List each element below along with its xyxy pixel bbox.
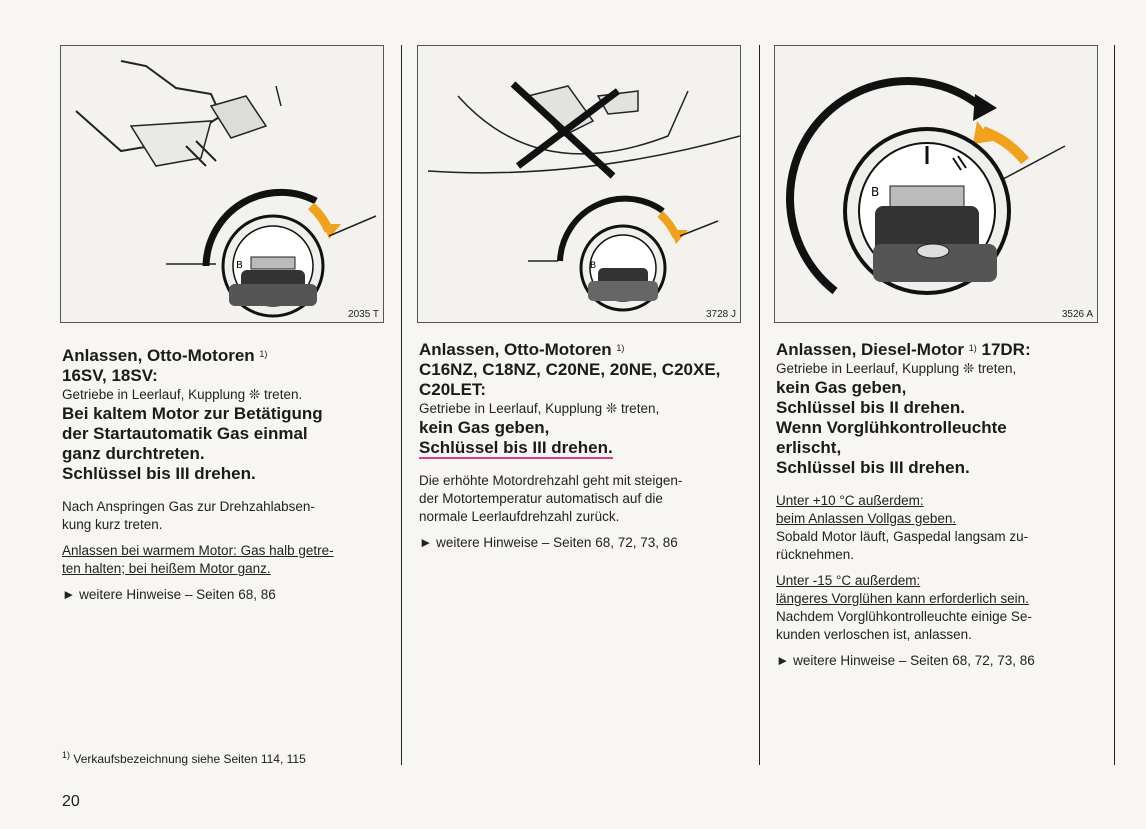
very-cold-note-heading: Unter -15 °C außerdem: (776, 573, 921, 588)
bold-instruction: ganz durchtreten. (62, 444, 205, 463)
crossed-pedal-illustration (418, 46, 740, 322)
figure-no-pedal-ignition (417, 45, 741, 323)
bold-instruction: Schlüssel bis II drehen. (776, 398, 965, 417)
footnote-mark: 1) (62, 750, 71, 760)
page-reference: ► weitere Hinweise – Seiten 68, 72, 73, 86 (776, 653, 1035, 668)
figure-code: 2035 T (348, 309, 379, 320)
paragraph-line: Nachdem Vorglühkontrolleuchte einige Se- (776, 609, 1032, 624)
instruction-line: Getriebe in Leerlauf, Kupplung ❊ treten, (776, 361, 1017, 376)
bold-instruction (419, 438, 749, 458)
column-divider (759, 45, 760, 765)
paragraph-line: kunden verloschen ist, anlassen. (776, 627, 972, 642)
instruction-line: Getriebe in Leerlauf, Kupplung ❊ treten. (62, 387, 303, 402)
svg-text:B: B (590, 261, 597, 271)
bold-instruction: Wenn Vorglühkontrolleuchte (776, 418, 1007, 437)
cold-note-step: beim Anlassen Vollgas geben. (776, 511, 957, 526)
paragraph-line: Sobald Motor läuft, Gaspedal langsam zu- (776, 529, 1029, 544)
bold-instruction: Bei kaltem Motor zur Betätigung (62, 404, 323, 423)
figure-diesel-ignition (774, 45, 1098, 323)
warm-engine-note: Anlassen bei warmem Motor: Gas halb getre- (62, 543, 334, 558)
footnote-marker: 1) (616, 343, 625, 353)
warm-engine-note: ten halten; bei heißem Motor ganz. (62, 561, 271, 576)
footnote-marker: 1) (968, 343, 977, 353)
paragraph-line: der Motortemperatur automatisch auf die (419, 491, 663, 506)
bold-instruction: kein Gas geben, (419, 418, 550, 437)
column-1-text (62, 340, 387, 604)
footnote (62, 752, 306, 766)
highlighted-step: Schlüssel bis III drehen. (419, 438, 613, 457)
column-divider (401, 45, 402, 765)
page-reference: ► weitere Hinweise – Seiten 68, 86 (62, 587, 276, 602)
section-heading (419, 340, 749, 360)
engine-models: 16SV, 18SV: (62, 366, 158, 385)
paragraph-line: normale Leerlaufdrehzahl zurück. (419, 509, 620, 524)
heading-title: Anlassen, Otto-Motoren (419, 340, 612, 359)
paragraph-line: rücknehmen. (776, 547, 855, 562)
column-2-text (419, 340, 749, 552)
figure-pedal-ignition (60, 45, 384, 323)
section-heading (62, 346, 387, 366)
footnote-marker: 1) (259, 349, 268, 359)
engine-models: C16NZ, C18NZ, C20NE, 20NE, C20XE, (419, 360, 721, 379)
page-number: 20 (62, 793, 80, 810)
svg-text:B: B (236, 260, 243, 271)
bold-instruction: Schlüssel bis III drehen. (776, 458, 970, 477)
very-cold-note-step: längeres Vorglühen kann erforderlich sein. (776, 591, 1029, 606)
section-heading (776, 340, 1106, 360)
figure-code: 3728 J (705, 309, 736, 320)
instruction-line: Getriebe in Leerlauf, Kupplung ❊ treten, (419, 401, 660, 416)
ignition-lock-illustration (775, 46, 1097, 322)
bold-instruction: kein Gas geben, (776, 378, 907, 397)
column-3-text (776, 340, 1106, 670)
paragraph-line: Nach Anspringen Gas zur Drehzahlabsen- (62, 499, 315, 514)
cold-note-heading: Unter +10 °C außerdem: (776, 493, 924, 508)
figure-code: 3526 A (1061, 309, 1093, 320)
footnote-text: Verkaufsbezeichnung siehe Seiten 114, 115 (73, 752, 306, 766)
paragraph-line: kung kurz treten. (62, 517, 163, 532)
paragraph-line: Die erhöhte Motordrehzahl geht mit steigen- (419, 473, 683, 488)
bold-instruction: erlischt, (776, 438, 842, 457)
heading-title: Anlassen, Diesel-Motor (776, 340, 964, 359)
heading-title: Anlassen, Otto-Motoren (62, 346, 255, 365)
bold-instruction: der Startautomatik Gas einmal (62, 424, 308, 443)
pedal-ignition-illustration (61, 46, 383, 322)
engine-models: C20LET: (419, 380, 487, 399)
engine-models: 17DR: (981, 340, 1031, 359)
bold-instruction: Schlüssel bis III drehen. (62, 464, 256, 483)
svg-text:B: B (871, 185, 880, 199)
page-reference: ► weitere Hinweise – Seiten 68, 72, 73, 86 (419, 535, 678, 550)
column-divider (1114, 45, 1115, 765)
